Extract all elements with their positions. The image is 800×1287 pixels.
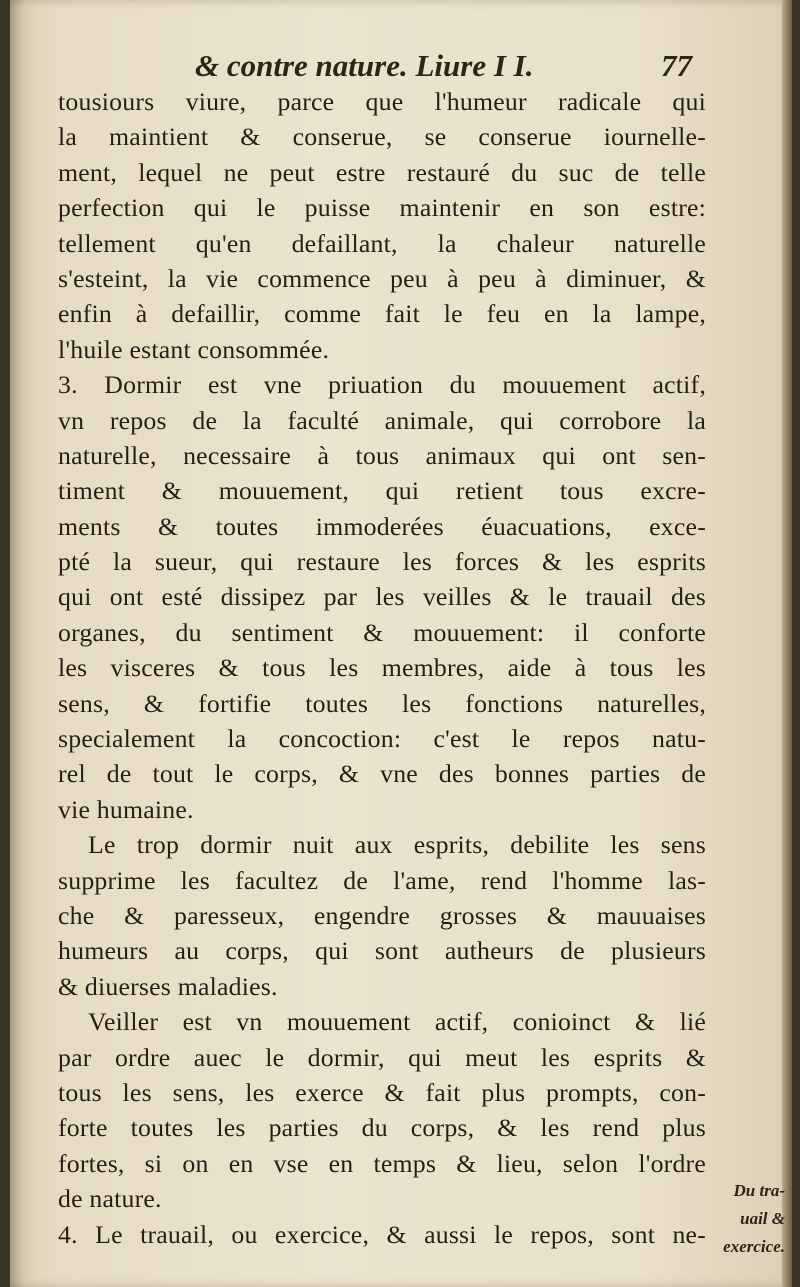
text-line: 3. Dormir est vne priuation du mouuement actif, — [58, 370, 706, 400]
marginal-note — [705, 1177, 785, 1261]
text-line: l'huile estant consommée. — [58, 334, 330, 364]
text-line: naturelle, necessaire à tous animaux qui ont sen- — [58, 440, 706, 470]
text-line: Veiller est vn mouuement actif, conioinct & lié — [88, 1007, 706, 1037]
text-line: vie humaine. — [58, 794, 194, 824]
text-line: tellement qu'en defaillant, la chaleur naturelle — [58, 228, 706, 258]
text-line: vn repos de la faculté animale, qui corrobore la — [58, 405, 706, 435]
text-line: enfin à defaillir, comme fait le feu en la lampe, — [58, 299, 706, 329]
text-line: ment, lequel ne peut estre restauré du suc de telle — [58, 157, 706, 187]
text-line: specialement la concoction: c'est le repos natu- — [58, 724, 706, 754]
page-number: 77 — [661, 48, 692, 83]
page-edge — [782, 0, 792, 1287]
text-line: Le trop dormir nuit aux esprits, debilite les sens — [88, 830, 706, 860]
text-line: forte toutes les parties du corps, & les rend plus — [58, 1113, 706, 1143]
text-line: la maintient & conserue, se conserue iournelle- — [58, 122, 706, 152]
marginal-note-line: uail & — [740, 1209, 785, 1228]
text-line: timent & mouuement, qui retient tous excre- — [58, 476, 706, 506]
text-line: supprime les facultez de l'ame, rend l'homme las- — [58, 865, 706, 895]
text-line: par ordre auec le dormir, qui meut les esprits & — [58, 1042, 706, 1072]
text-line: sens, & fortifie toutes les fonctions naturelles, — [58, 688, 706, 718]
book-page — [10, 0, 792, 1287]
text-line: rel de tout le corps, & vne des bonnes parties de — [58, 759, 706, 789]
marginal-note-line: exercice. — [723, 1237, 785, 1256]
text-line: & diuerses maladies. — [58, 971, 278, 1001]
text-line: les visceres & tous les membres, aide à tous les — [58, 653, 706, 683]
running-title: & contre nature. Liure I I. — [195, 48, 534, 83]
text-line: fortes, si on en vse en temps & lieu, selon l'ordre — [58, 1148, 706, 1178]
text-line: organes, du sentiment & mouuement: il conforte — [58, 617, 706, 647]
text-line: pté la sueur, qui restaure les forces & les esprits — [58, 547, 706, 577]
text-line: qui ont esté dissipez par les veilles & le trauail des — [58, 582, 706, 612]
text-line: ments & toutes immoderées éuacuations, exce- — [58, 511, 706, 541]
text-line: tous les sens, les exerce & fait plus prompts, con- — [58, 1077, 706, 1107]
text-line: humeurs au corps, qui sont autheurs de plusieurs — [58, 936, 706, 966]
marginal-note-line: Du tra- — [733, 1181, 785, 1200]
text-line: de nature. — [58, 1184, 162, 1214]
text-line: che & paresseux, engendre grosses & mauuaises — [58, 900, 706, 930]
text-line: s'esteint, la vie commence peu à peu à diminuer, & — [58, 263, 706, 293]
body-text — [58, 84, 706, 1252]
text-line: perfection qui le puisse maintenir en son estre: — [58, 193, 706, 223]
text-line: tousiours viure, parce que l'humeur radicale qui — [58, 87, 706, 116]
running-header — [195, 48, 692, 88]
text-line: 4. Le trauail, ou exercice, & aussi le repos, sont ne- — [58, 1219, 706, 1249]
